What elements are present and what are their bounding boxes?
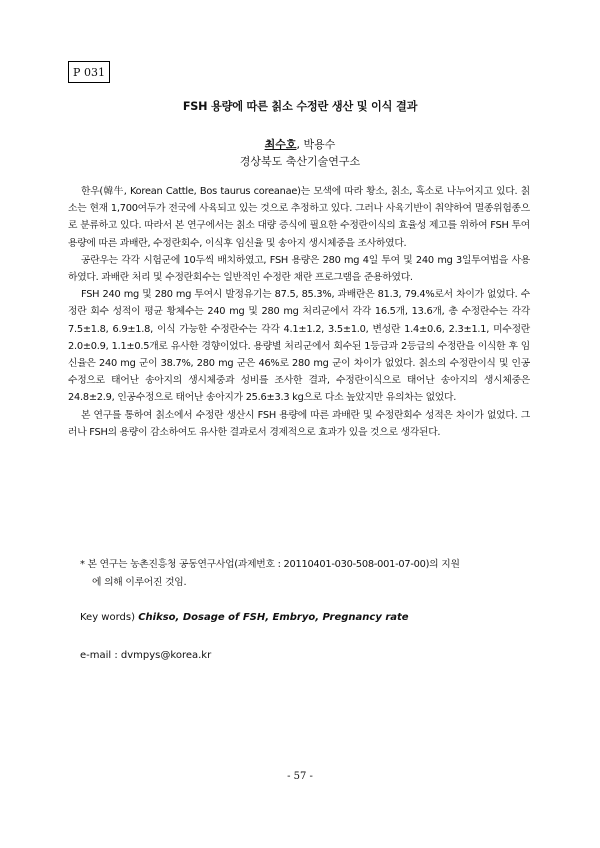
paragraph-methods: 공란우는 각각 시험군에 10두씩 배치하였고, FSH 용량은 280 mg 4일 투여 및 240 mg 3일투여법을 사용하였다. 과배란 처리 및 수정란회수는 일반적인 수정란 채란 프로그램을 준용하였다. <box>68 254 530 284</box>
funding-note <box>80 556 532 591</box>
paragraph-results: FSH 240 mg 및 280 mg 투여시 발정유기는 87.5, 85.3%, 과배란은 81.3, 79.4%로서 차이가 없었다. 수정란 회수 성적이 평균 황체수는 240 mg 및 280 mg 처리군에서 각각 16.5개, 13.6개, 총 수정란수는 각각 7.5±1.8, 6.9±1.8, 이식 가능한 수정란수는 각각 4.1±1.2, 3.5±1.0, 변성란 1.4±0.6, 2.3±1.1, 미수정란 2.0±0.9, 1.1±0.5개로 유사한 경향이었다. 용량별 처리군에서 회수된 1등급과 2등급의 수정란을 이식한 후 임신율은 240 mg 군이 38.7%, 280 mg 군은 46%로 280 mg 군이 차이가 없었다. 칡소의 수정란이식 및 인공수정으로 태어난 송아지의 생시체중과 성비를 조사한 결과, 수정란이식으로 태어난 송아지의 생시체중은 24.8±2.9, 인공수정으로 태어난 송아지가 25.6±3.3 kg으로 다소 높았지만 유의차는 없었다. <box>68 289 530 404</box>
page-number: - 57 - <box>287 771 313 782</box>
keywords-terms: Chikso, Dosage of FSH, Embryo, Pregnancy rate <box>138 612 409 623</box>
paragraph-intro: 한우(韓牛, Korean Cattle, Bos taurus coreanae)는 모색에 따라 황소, 칡소, 흑소로 나누어지고 있다. 칡소는 현재 1,700여두가 전국에 사육되고 있는 것으로 추정하고 있다. 그러나 사육기반이 취약하여 멸종위험종으로 분류하고 있다. 따라서 본 연구에서는 칡소 대량 증식에 필요한 수정란이식의 효율성 제고를 위하여 FSH 투여 용량에 따른 과배란, 수정란회수, 이식후 임신율 및 송아지 생시체중을 조사하였다. <box>68 186 530 249</box>
funding-note-line-1: * 본 연구는 농촌진흥청 공동연구사업(과제번호 : 20110401-030-508-001-07-00)의 지원 <box>80 559 460 570</box>
funding-note-line-2: 에 의해 이루어진 것임. <box>92 576 187 588</box>
abstract-title: FSH 용량에 따른 칡소 수정란 생산 및 이식 결과 <box>182 100 418 113</box>
keywords <box>80 612 409 623</box>
author-line <box>0 136 600 152</box>
abstract-body <box>68 183 530 441</box>
co-authors: , 박용수 <box>296 138 336 151</box>
paragraph-conclusion: 본 연구를 통하여 칡소에서 수정란 생산시 FSH 용량에 따른 과배란 및 수정란회수 성적은 차이가 없었다. 그러나 FSH의 용량이 감소하여도 유사한 결과로서 경제적으로 효과가 있을 것으로 생각된다. <box>68 409 530 438</box>
abstract-code: P 031 <box>68 61 110 83</box>
presenting-author: 최수호 <box>264 138 297 151</box>
affiliation: 경상북도 축산기술연구소 <box>239 155 361 168</box>
contact-email: e-mail : dvmpys@korea.kr <box>80 650 212 661</box>
keywords-label: Key words) <box>80 612 139 623</box>
